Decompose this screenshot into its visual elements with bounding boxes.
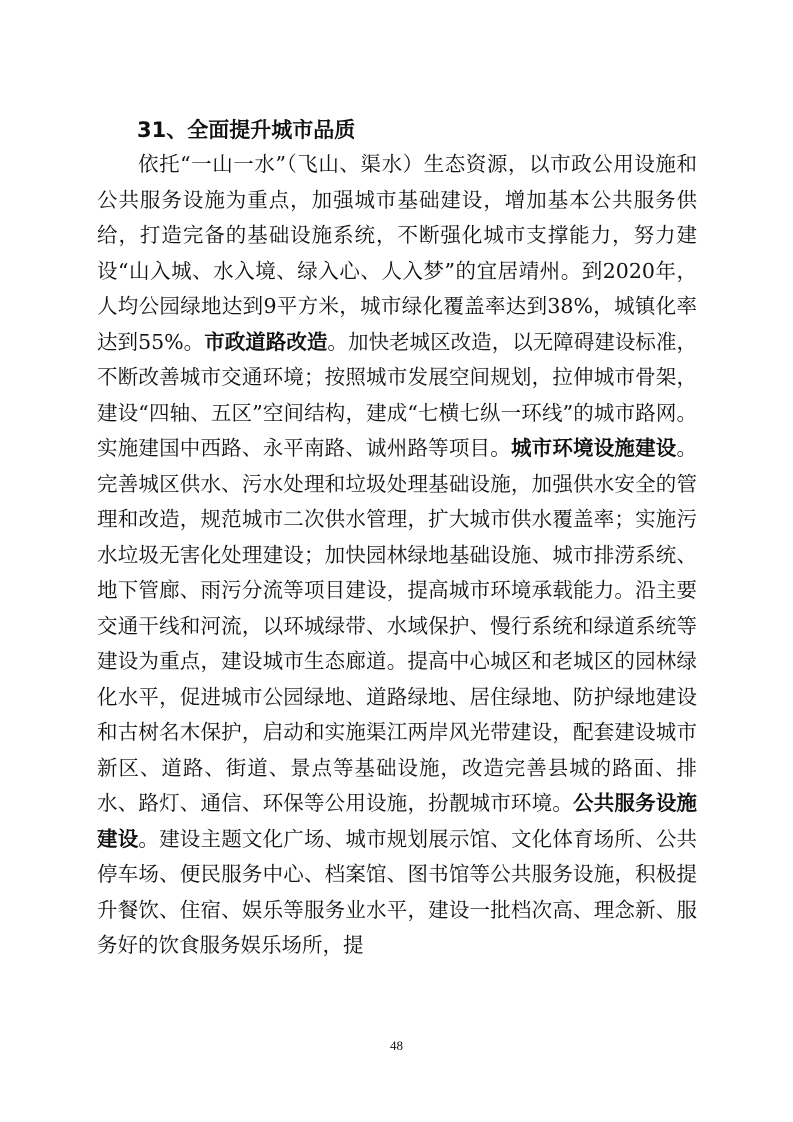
bold-subheading-environment-facilities: 城市环境设施建设 [510,436,677,460]
bold-subheading-municipal-roads: 市政道路改造 [204,329,328,354]
body-paragraph [97,147,697,964]
paragraph-text-3: 。完善城区供水、污水处理和垃圾处理基础设施，加强供水安全的管理和改造，规范城市二次供水管理，扩大城市供水覆盖率；实施污水垃圾无害化处理建设；加快园林绿地基础设施、城市排涝系统、地下管廊、雨污分流等项目建设，提高城市环境承载能力。沿主要交通干线和河流，以环城绿带、水域保护、慢行系统和绿道系统等建设为重点，建设城市生态廊道。提高中心城区和老城区的园林绿化水平，促进城市公园绿地、道路绿地、居住绿地、防护绿地建设和古树名木保护，启动和实施渠江两岸风光带建设，配套建设城市新区、道路、街道、景点等基础设施，改造完善县城的路面、排水、路灯、通信、环保等公用设施，扮靓城市环境。 [97,436,698,815]
paragraph-text-4: 。建设主题文化广场、城市规划展示馆、文化体育场所、公共停车场、便民服务中心、档案馆、图书馆等公共服务设施，积极提升餐饮、住宿、娱乐等服务业水平，建设一批档次高、理念新、服务好的饮食服务娱乐场所，提 [97,826,698,957]
bold-subheading-public-service-facilities: 公共服务设施建设 [97,791,698,851]
paragraph-text-2: 。加快老城区改造，以无障碍建设标准，不断改善城市交通环境；按照城市发展空间规划，拉伸城市骨架，建设“四轴、五区”空间结构，建成“七横七纵一环线”的城市路网。实施建国中西路、永平南路、诚州路等项目。 [97,329,698,460]
paragraph-text-1: 依托“一山一水”（飞山、渠水）生态资源，以市政公用设施和公共服务设施为重点，加强城市基础建设，增加基本公共服务供给，打造完备的基础设施系统，不断强化城市支撑能力，努力建设“山入城、水入境、绿入心、人入梦”的宜居靖州。到2020年，人均公园绿地达到9平方米，城市绿化覆盖率达到38%，城镇化率达到55%。 [97,152,697,354]
section-heading: 31、全面提升城市品质 [137,118,356,142]
page-number: 48 [390,1038,403,1053]
